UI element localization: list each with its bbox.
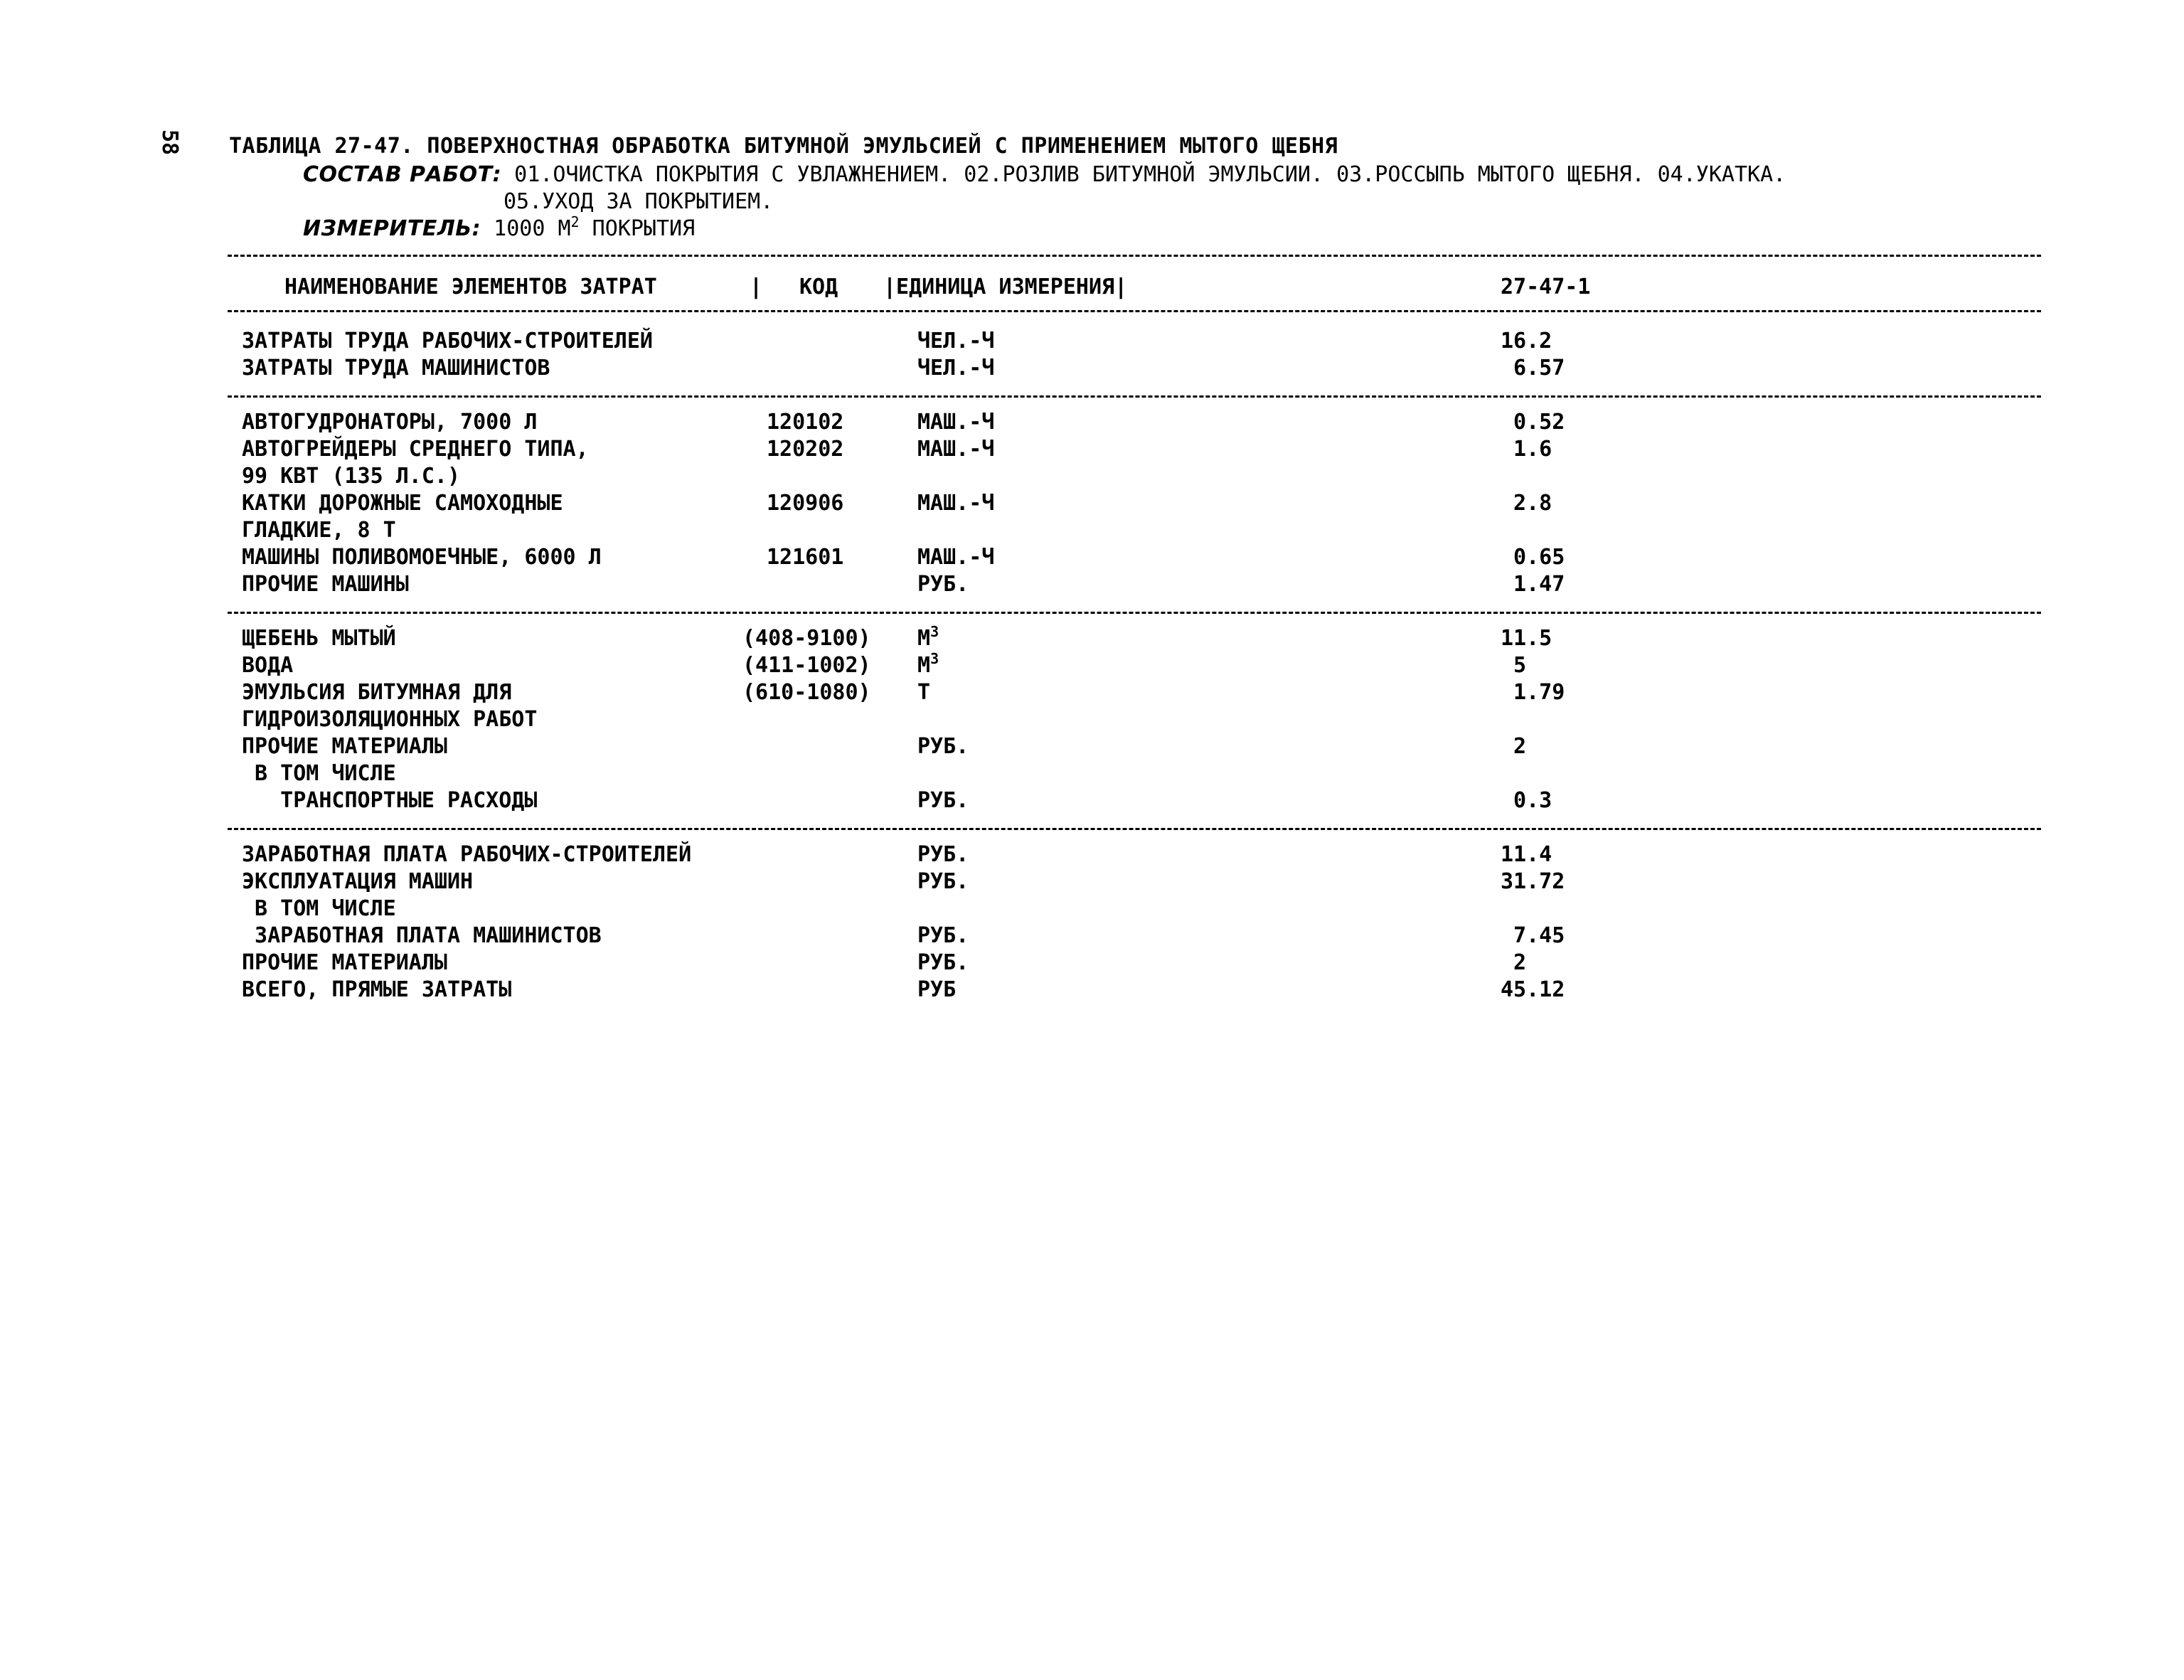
cell-unit-text: РУБ. bbox=[917, 869, 969, 894]
cell-value: 0.65 bbox=[1501, 545, 1565, 570]
cell-unit-sup: 3 bbox=[930, 650, 939, 667]
cell-unit bbox=[917, 923, 969, 948]
table-row bbox=[0, 623, 2184, 653]
cell-name: ПРОЧИЕ МАТЕРИАЛЫ bbox=[242, 950, 447, 975]
table-row bbox=[0, 464, 2184, 491]
cell-name: АВТОГРЕЙДЕРЫ СРЕДНЕГО ТИПА, bbox=[242, 437, 589, 462]
table-row bbox=[0, 329, 2184, 356]
cell-value: 0.3 bbox=[1501, 788, 1552, 813]
header-unit: |ЕДИНИЦА ИЗМЕРЕНИЯ| bbox=[883, 275, 1128, 299]
page-number: 58 bbox=[157, 129, 182, 156]
table-row bbox=[0, 437, 2184, 464]
cell-value: 7.45 bbox=[1501, 923, 1565, 948]
table-row bbox=[0, 950, 2184, 977]
table-title: ТАБЛИЦА 27-47. ПОВЕРХНОСТНАЯ ОБРАБОТКА БИТУМНОЙ ЭМУЛЬСИЕЙ С ПРИМЕНЕНИЕМ МЫТОГО ЩЕБНЯ bbox=[229, 134, 1338, 159]
cell-code: 121601 bbox=[767, 545, 844, 570]
cell-code: (411-1002) bbox=[742, 653, 871, 678]
cell-name: ЩЕБЕНЬ МЫТЫЙ bbox=[242, 626, 396, 651]
cell-unit-text: ЧЕЛ.-Ч bbox=[917, 356, 995, 381]
cell-name: 99 КВТ (135 Л.С.) bbox=[242, 464, 461, 489]
cell-name: МАШИНЫ ПОЛИВОМОЕЧНЫЕ, 6000 Л bbox=[242, 545, 602, 570]
cell-value: 1.6 bbox=[1501, 437, 1552, 462]
rule-header bbox=[228, 310, 2041, 312]
table-row bbox=[0, 410, 2184, 437]
cell-unit bbox=[917, 545, 994, 570]
rule-group-separator bbox=[228, 395, 2041, 398]
cell-value: 11.4 bbox=[1501, 842, 1552, 867]
cell-unit-text: М bbox=[917, 626, 931, 651]
cell-unit-text: МАШ.-Ч bbox=[917, 491, 995, 516]
table-row bbox=[0, 977, 2184, 1004]
cell-value: 1.79 bbox=[1501, 680, 1565, 705]
cell-unit-sup: 3 bbox=[930, 623, 939, 640]
composition-text-2: 05.УХОД ЗА ПОКРЫТИЕМ. bbox=[504, 189, 774, 214]
cell-unit-text: РУБ. bbox=[917, 572, 969, 597]
cell-name: В ТОМ ЧИСЛЕ bbox=[242, 896, 396, 921]
rule-group-separator bbox=[228, 828, 2041, 830]
cell-name: ГИДРОИЗОЛЯЦИОННЫХ РАБОТ bbox=[242, 707, 538, 732]
measure-label: ИЗМЕРИТЕЛЬ: bbox=[303, 216, 481, 241]
table-row bbox=[0, 734, 2184, 761]
cell-value: 11.5 bbox=[1501, 626, 1552, 651]
cell-unit-text: ЧЕЛ.-Ч bbox=[917, 329, 995, 353]
table-row bbox=[0, 896, 2184, 923]
cell-value: 2.8 bbox=[1501, 491, 1552, 516]
table-row bbox=[0, 572, 2184, 599]
cell-unit bbox=[917, 950, 969, 975]
table-row bbox=[0, 680, 2184, 707]
cell-unit-text: Т bbox=[917, 680, 931, 705]
table-row bbox=[0, 518, 2184, 545]
cell-unit bbox=[917, 623, 939, 651]
cell-unit-text: РУБ. bbox=[917, 788, 969, 813]
cell-value: 0.52 bbox=[1501, 410, 1565, 435]
cell-value: 16.2 bbox=[1501, 329, 1552, 353]
cell-unit bbox=[917, 842, 969, 867]
header-name: НАИМЕНОВАНИЕ ЭЛЕМЕНТОВ ЗАТРАТ bbox=[284, 275, 657, 299]
cell-unit bbox=[917, 491, 994, 516]
cell-value: 2 bbox=[1501, 950, 1527, 975]
cell-unit bbox=[917, 869, 969, 894]
cell-name: ВОДА bbox=[242, 653, 294, 678]
header-code: КОД bbox=[799, 275, 838, 299]
table-row bbox=[0, 707, 2184, 734]
cell-unit bbox=[917, 650, 939, 678]
cell-unit-text: М bbox=[917, 653, 931, 678]
cell-unit-text: РУБ bbox=[917, 977, 957, 1002]
composition-line-1 bbox=[303, 162, 1786, 187]
table-row bbox=[0, 356, 2184, 383]
cell-unit bbox=[917, 329, 994, 353]
cell-name: КАТКИ ДОРОЖНЫЕ САМОХОДНЫЕ bbox=[242, 491, 563, 516]
cell-unit bbox=[917, 788, 969, 813]
cell-unit bbox=[917, 572, 969, 597]
cell-unit bbox=[917, 410, 994, 435]
cell-name: ВСЕГО, ПРЯМЫЕ ЗАТРАТЫ bbox=[242, 977, 512, 1002]
table-row bbox=[0, 650, 2184, 680]
cell-unit-text: МАШ.-Ч bbox=[917, 545, 995, 570]
cell-name: ТРАНСПОРТНЫЕ РАСХОДЫ bbox=[242, 788, 538, 813]
cell-unit-text: РУБ. bbox=[917, 923, 969, 948]
cell-value: 45.12 bbox=[1501, 977, 1565, 1002]
cell-name: ЗАРАБОТНАЯ ПЛАТА МАШИНИСТОВ bbox=[242, 923, 602, 948]
cell-unit bbox=[917, 734, 969, 759]
cell-name: В ТОМ ЧИСЛЕ bbox=[242, 761, 396, 786]
cell-name: ЗАТРАТЫ ТРУДА МАШИНИСТОВ bbox=[242, 356, 550, 381]
cell-unit-text: МАШ.-Ч bbox=[917, 437, 995, 462]
cell-name: АВТОГУДРОНАТОРЫ, 7000 Л bbox=[242, 410, 538, 435]
table-row bbox=[0, 491, 2184, 518]
cell-value: 6.57 bbox=[1501, 356, 1565, 381]
cell-name: ПРОЧИЕ МАШИНЫ bbox=[242, 572, 409, 597]
table-row bbox=[0, 545, 2184, 572]
cell-code: 120102 bbox=[767, 410, 844, 435]
cell-name: ЗАТРАТЫ ТРУДА РАБОЧИХ-СТРОИТЕЛЕЙ bbox=[242, 329, 653, 353]
cell-value: 31.72 bbox=[1501, 869, 1565, 894]
header-value: 27-47-1 bbox=[1501, 275, 1591, 299]
cell-code: (408-9100) bbox=[742, 626, 871, 651]
composition-label: СОСТАВ РАБОТ: bbox=[303, 162, 502, 187]
cell-code: 120906 bbox=[767, 491, 844, 516]
cell-name: ЗАРАБОТНАЯ ПЛАТА РАБОЧИХ-СТРОИТЕЛЕЙ bbox=[242, 842, 692, 867]
table-row bbox=[0, 788, 2184, 815]
table-row bbox=[0, 842, 2184, 869]
measure-value: 1000 $М^2$ ПОКРЫТИЯ bbox=[494, 213, 696, 241]
header-sep: | bbox=[750, 275, 763, 299]
cell-unit bbox=[917, 356, 994, 381]
cell-unit bbox=[917, 437, 994, 462]
cell-name: ГЛАДКИЕ, 8 Т bbox=[242, 518, 396, 543]
cell-value: 2 bbox=[1501, 734, 1527, 759]
cell-unit-text: РУБ. bbox=[917, 842, 969, 867]
cell-value: 1.47 bbox=[1501, 572, 1565, 597]
cell-name: ЭКСПЛУАТАЦИЯ МАШИН bbox=[242, 869, 474, 894]
cell-unit-text: МАШ.-Ч bbox=[917, 410, 995, 435]
cell-name: ПРОЧИЕ МАТЕРИАЛЫ bbox=[242, 734, 447, 759]
cell-code: 120202 bbox=[767, 437, 844, 462]
rule-top bbox=[228, 255, 2041, 257]
cell-code: (610-1080) bbox=[742, 680, 871, 705]
cell-unit bbox=[917, 977, 956, 1002]
cell-unit bbox=[917, 680, 930, 705]
table-row bbox=[0, 869, 2184, 896]
composition-text-1: 01.ОЧИСТКА ПОКРЫТИЯ С УВЛАЖНЕНИЕМ. 02.РОЗЛИВ БИТУМНОЙ ЭМУЛЬСИИ. 03.РОССЫПЬ МЫТОГО ЩЕБНЯ. 04.УКАТКА. bbox=[514, 162, 1786, 187]
table-row bbox=[0, 923, 2184, 950]
cell-value: 5 bbox=[1501, 653, 1527, 678]
table-row bbox=[0, 761, 2184, 788]
rule-group-separator bbox=[228, 612, 2041, 614]
composition-line-2 bbox=[504, 189, 773, 214]
cell-unit-text: РУБ. bbox=[917, 950, 969, 975]
cell-name: ЭМУЛЬСИЯ БИТУМНАЯ ДЛЯ bbox=[242, 680, 512, 705]
measure-line bbox=[303, 213, 696, 241]
cell-unit-text: РУБ. bbox=[917, 734, 969, 759]
